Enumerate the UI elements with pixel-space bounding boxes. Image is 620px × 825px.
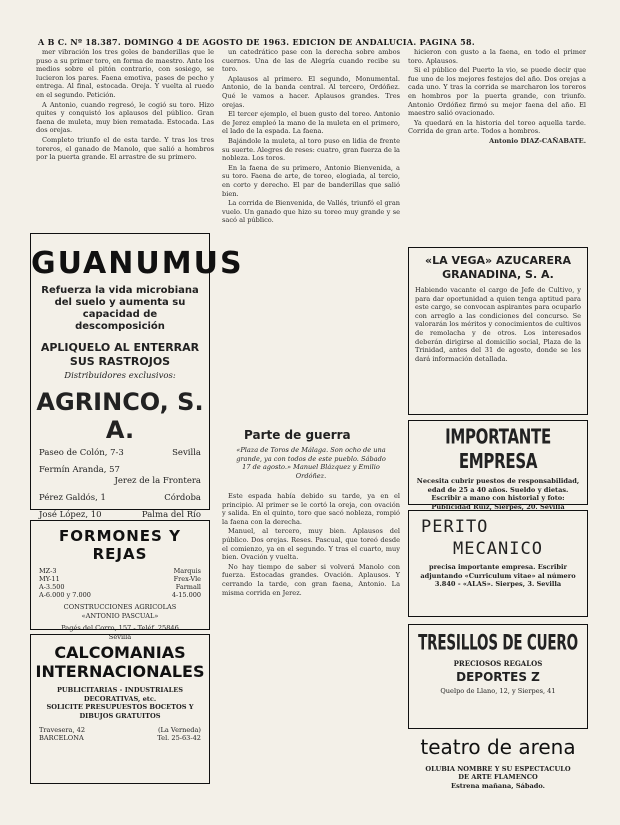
paragraph: A Antonio, cuando regresó, le cogió su toro. Hizo quites y conquistó los aplausos del público. Gran faena de muleta, muy bien rematada. Estocada. Las dos orejas. [36,100,214,135]
ad-title: teatro de arena [420,735,576,759]
calcomanias-ad [30,634,210,784]
ad-title-line1: PERITO [421,517,489,537]
perito-mecanico-ad [408,510,588,617]
address-row: Fermín Aranda, 57 [39,465,120,475]
paragraph: En la faena de su primero, Antonio Bienvenida, a su toro. Faena de arte, de toreo, elogiada, al tercio, en corto y derecho. El par de banderillas que salió bien. [222,163,400,198]
model-table: MZ-3 MY-11 A-3.500 A-6.000 y 7.000 Marquis Frex-Vle Farmall 4-15.000 [39,567,201,599]
la-vega-ad [408,247,588,415]
ad-address: Quelpo de Llano, 12, y Sierpes, 41 [440,687,556,695]
ad-title-line2: MECANICO [453,539,543,559]
paragraph: Bajándole la muleta, al toro puso en lidia de frente su suerte. Alegres de reses: cuatro, gran fuerza de la nobleza. Los toros. [222,136,400,163]
ad-body: Habiendo vacante el cargo de Jefe de Cultivo, y para dar oportunidad a quien tenga aptitud para este cargo, se convocan aspirantes para ocuparlo con arreglo a las condiciones del concurso. Se valorarán los méritos y conocimientos de cultivos de remolacha y de otros. Los interesados deberán dirigirse al domicilio social, Plaza de la Trinidad, antes del 31 de agosto, donde se les dará información detallada. [415,286,581,363]
ad-body: precisa importante empresa. Escribir adjuntando «Curriculum vitae» al número 3.840 - «ALAS». Sierpes, 3. Sevilla [420,563,576,589]
paragraph: No hay tiempo de saber si volverá Manolo con fuerza. Estocadas grandes. Ovación. Aplausos. Y cerrando la tarde, con gran faena, Antonio. La misma corrida en Jerez. [222,562,400,597]
ad-services: PUBLICITARIAS - INDUSTRIALES DECORATIVAS, etc. SOLICITE PRESUPUESTOS BOCETOS Y DIBUJOS GRATUITOS [46,686,194,720]
ad-tagline: Refuerza la vida microbiana del suelo y aumenta su capacidad de descomposición [41,285,199,332]
tresillos-ad [408,624,588,729]
formones-ad [30,520,210,641]
page-header: A B C. Nº 18.387. DOMINGO 4 DE AGOSTO DE 1963. EDICION DE ANDALUCIA. PAGINA 58. [38,37,475,47]
ad-subtitle: PRECIOSOS REGALOS [453,659,543,668]
paragraph: Si el público del Puerto la vio, se puede decir que fue uno de los mejores festejos del año. Dos orejas a cada uno. Y tras la corrida se marcharon los toreros en hombros por la puerta grande, con triunfo. Antonio Ordóñez firmó su mejor faena del año. El maestro salió ovacionado. [408,66,586,118]
parte-de-guerra-section [222,428,400,486]
paragraph: mer vibración los tres goles de banderillas que le puso a su primer toro, en forma de maestro. Ante los medios sobre el pitón contrario, con sosiego, se lucieron los pares. Faena emotiva, pases de pecho y entrega. Al final, estocada. Oreja. Y vuelta al ruedo en el segundo. Petición. [36,48,214,99]
paragraph: El tercer ejemplo, el buen gusto del toreo. Antonio de Jerez empleó la mano de la muleta en el primero, el lado de la espada. La faena. [222,110,400,136]
paragraph: Ya quedará en la historia del toreo aquella tarde. Corrida de gran arte. Todos a hombros. [408,118,586,136]
paragraph: La corrida de Bienvenida, de Vallés, triunfó el gran vuelo. Un ganado que hizo su toreo muy grande y se sacó al público. [222,199,400,225]
ad-slogan: APLIQUELO AL ENTERRAR SUS RASTROJOS [40,341,200,368]
ad-title: TRESILLOS DE CUERO [418,630,578,656]
ad-body: Necesita cubrir puestos de responsabilidad, edad de 25 a 40 años. Sueldo y dietas. Escribir a mano con historial y foto: Publicidad Ruiz, Sierpes, 20. Sevilla [416,477,580,511]
author-signature: Antonio DIAZ-CAÑABATE. [489,136,586,145]
article-column-2 [222,48,400,226]
paragraph: Aplausos al primero. El segundo, Monumental. Antonio, de la banda central. Al tercero, Ordóñez. Qué le vamos a hacer. Aplausos grandes. Tres orejas. [222,74,400,109]
importante-empresa-ad [408,420,588,511]
paragraph: hicieron con gusto a la faena, en todo el primer toro. Aplausos. [408,48,586,65]
article-column-2b [222,492,400,598]
address-row: Jerez de la Frontera [114,476,201,486]
paragraph: Manuel, al tercero, muy bien. Aplausos del público. Dos orejas. Reses. Pascual, que toreó desde el comienzo, ya en el segundo. Y tras el cuarto, muy bien. Ovación y vuelta. [222,527,400,562]
article-column-3 [408,48,586,147]
ad-company: CONSTRUCCIONES AGRICOLAS «ANTONIO PASCUAL» [63,603,177,620]
ad-brand: AGRINCO, S. A. [36,388,204,444]
guanumus-ad [30,233,244,520]
paragraph: un catedrático pase con la derecha sobre ambos cuernos. Una de las de Alegría cuando recibe su toro. [222,48,400,74]
paragraph: Este espada había debido su tarde, ya en el principio. Al primer se le cortó la oreja, con ovación y salida. En el quinto, toro que sacó nobleza, rompió la faena con la derecha. [222,492,400,526]
address-row: Pérez Galdós, 1 Córdoba [39,493,201,503]
ad-brand: DEPORTES Z [456,670,540,684]
address-row: José López, 10 Palma del Río [39,510,201,520]
ad-title: IMPORTANTE EMPRESA [445,424,551,474]
ad-address: Pagés del Corro, 157 - Teléf. 25846 Sevilla [61,624,179,641]
ad-distributors-label: Distribuidores exclusivos: [64,371,176,381]
section-heading: Parte de guerra [244,428,351,442]
ad-body: OLUBIA NOMBRE Y SU ESPECTACULO DE ARTE FLAMENCO Estrena mañana, Sábado. [425,765,571,790]
teatro-arena-ad [408,733,588,803]
ad-title: «LA VEGA» AZUCARERA GRANADINA, S. A. [425,254,571,281]
address-row: Paseo de Colón, 7-3 Sevilla [39,448,201,458]
ad-address: Travesera, 42 BARCELONA (La Verneda) Tel. 25-63-42 [39,726,201,742]
ad-title: GUANUMUS [31,246,244,281]
ad-title: CALCOMANIAS INTERNACIONALES [35,643,205,681]
ad-title: FORMONES Y REJAS [59,527,181,563]
paragraph: Completo triunfo el de esta tarde. Y tras los tres toreros, el ganado de Manolo, que salió a hombros por la puerta grande. El arrastre de su primero. [36,135,214,162]
section-byline: «Plaza de Toros de Málaga. Son ocho de una grande, ya con todos de este pueblo. Sábado 17 de agosto.» Manuel Blázquez y Emilio Ordóñez. [236,446,386,480]
article-column-1 [36,48,214,163]
